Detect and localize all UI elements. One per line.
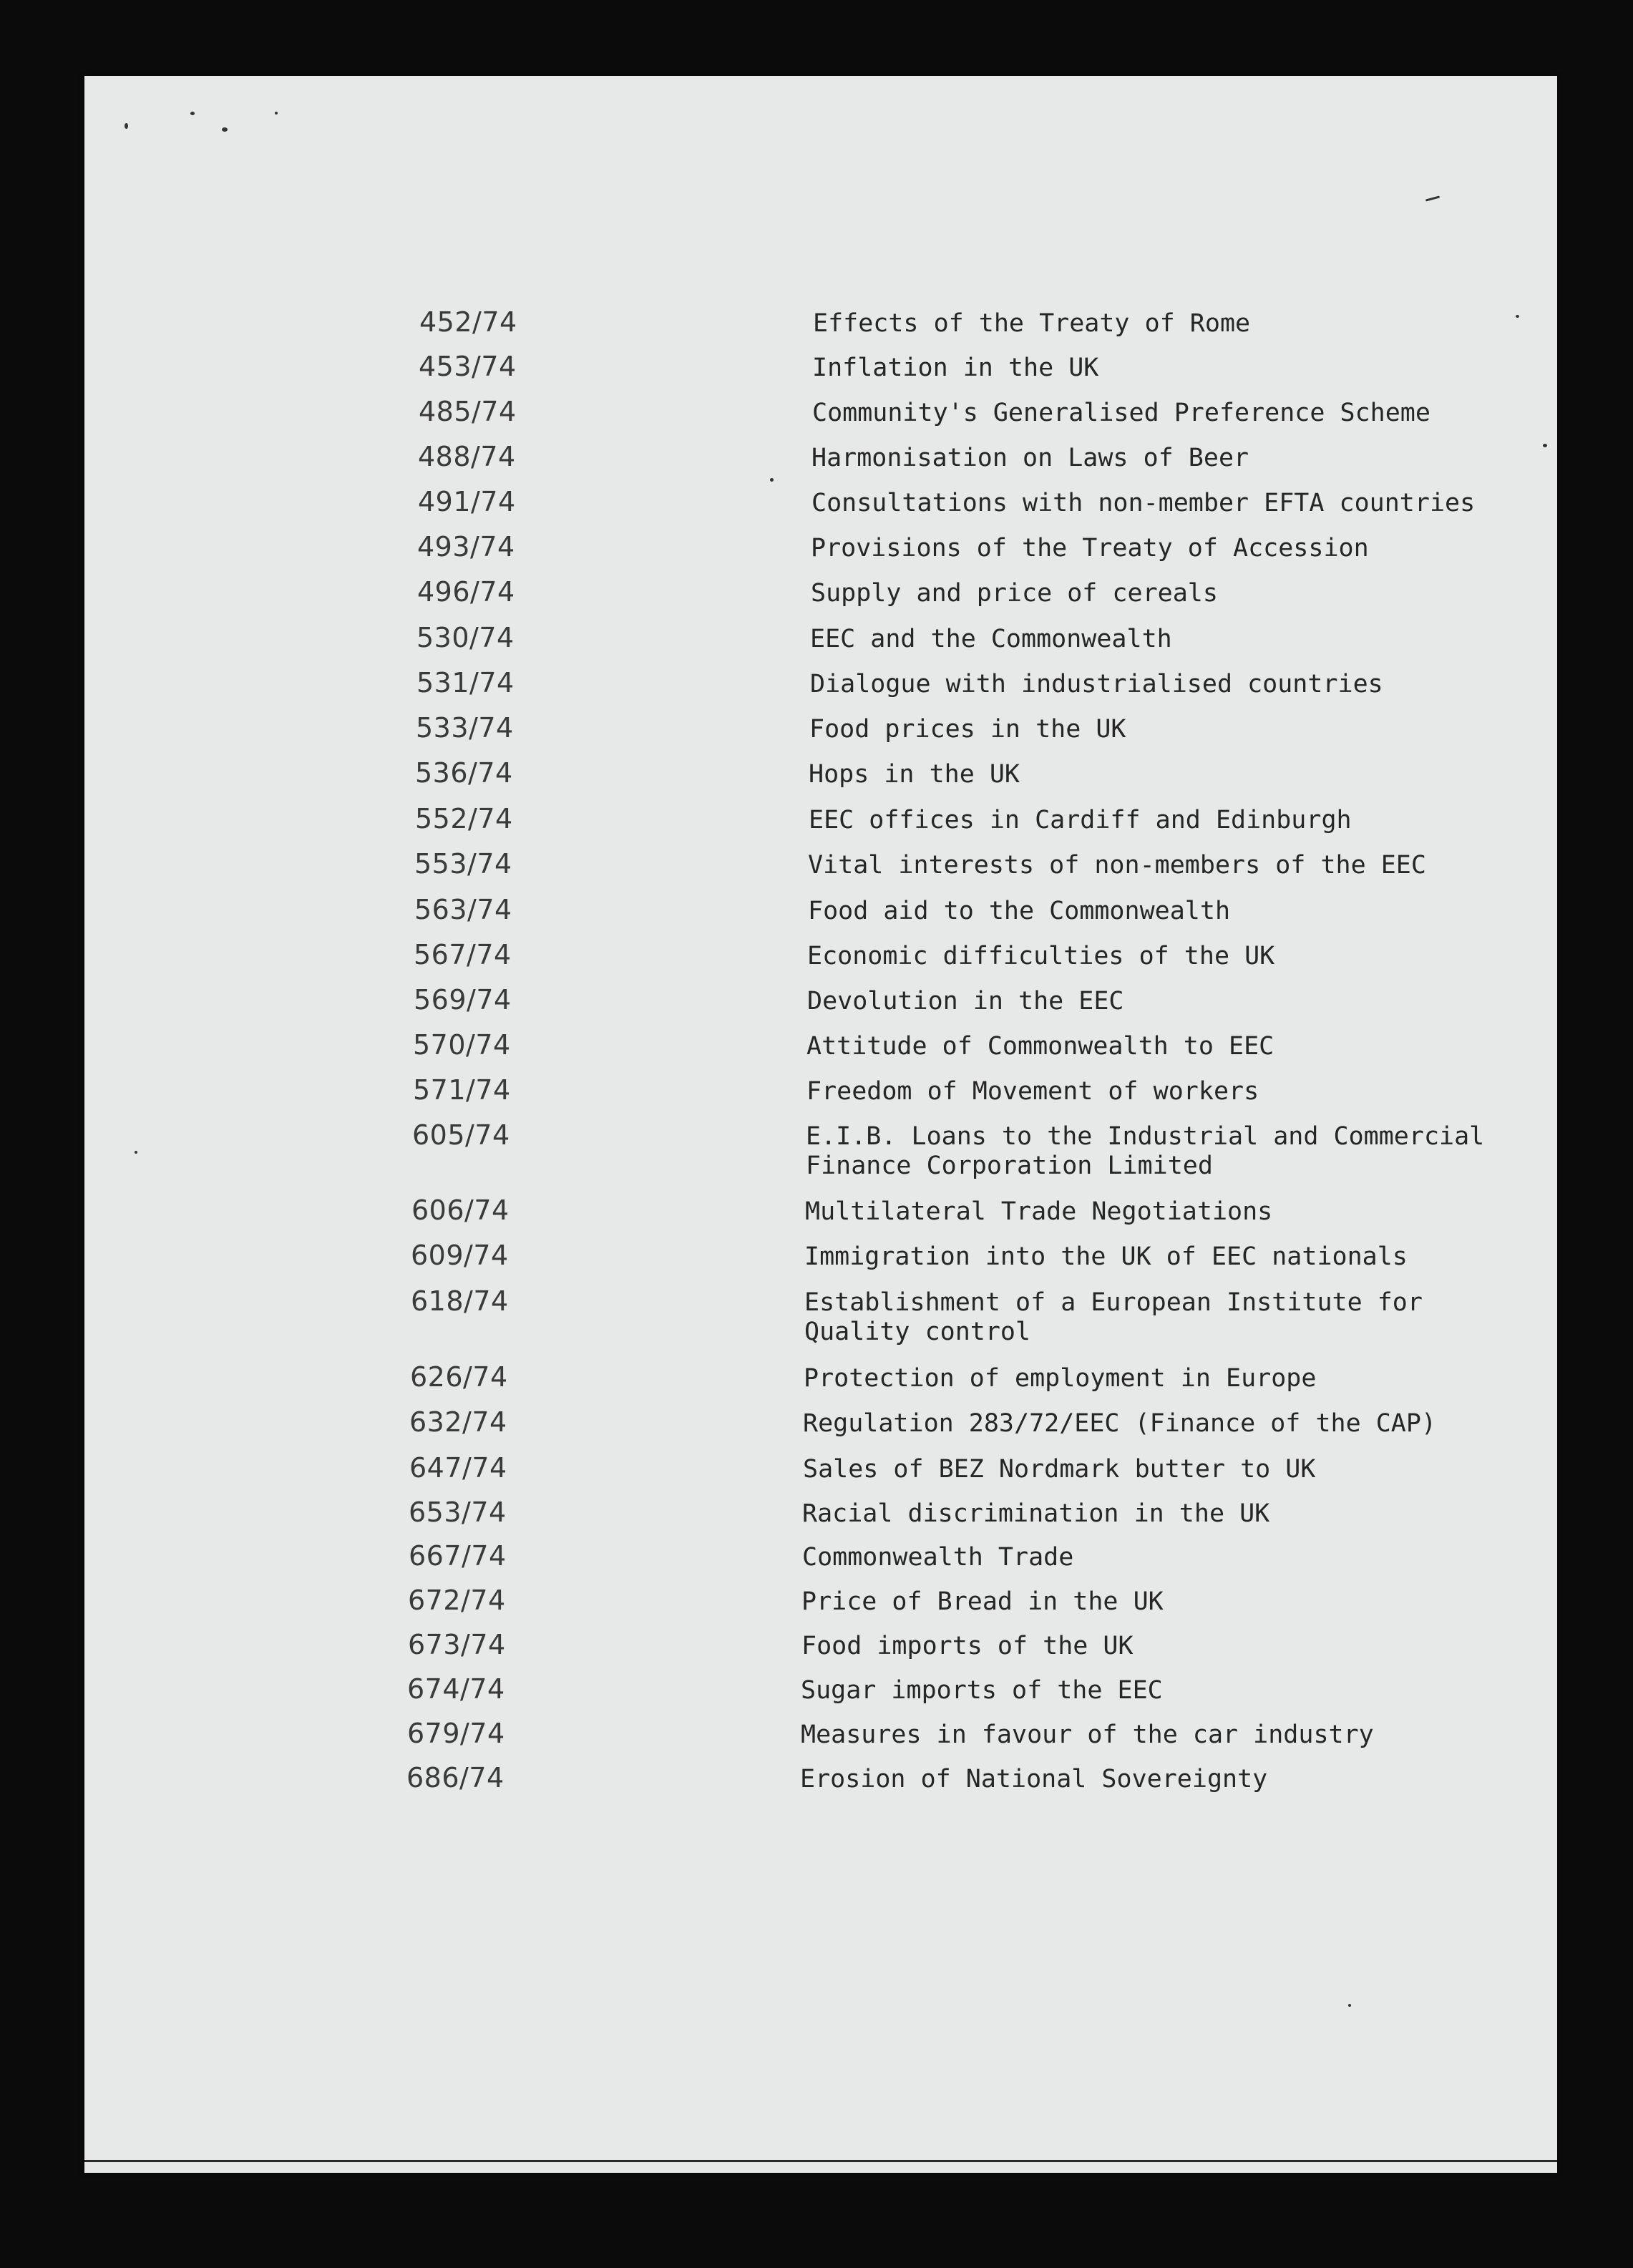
- entry-title: Hops in the UK: [809, 760, 1020, 789]
- bottom-edge-rule: [84, 2160, 1557, 2162]
- reference-number: 667/74: [409, 1540, 507, 1572]
- entry-title: Food imports of the UK: [801, 1632, 1134, 1660]
- paper-speck: [222, 127, 228, 132]
- reference-number: 673/74: [408, 1629, 506, 1660]
- reference-number: 485/74: [419, 396, 517, 427]
- entry-title: Price of Bread in the UK: [801, 1587, 1164, 1616]
- reference-number: 672/74: [408, 1585, 506, 1616]
- reference-number: 679/74: [407, 1718, 505, 1749]
- entry-title: Commonwealth Trade: [802, 1543, 1074, 1572]
- reference-number: 452/74: [419, 306, 517, 338]
- paper-speck: [190, 112, 195, 115]
- reference-number: 618/74: [411, 1285, 509, 1317]
- reference-number: 488/74: [418, 441, 516, 472]
- entry-title: Community's Generalised Preference Scheme: [812, 399, 1430, 427]
- entry-title: Food prices in the UK: [809, 715, 1126, 744]
- reference-number: 530/74: [416, 622, 515, 653]
- entry-title: Regulation 283/72/EEC (Finance of the CAP): [803, 1409, 1437, 1438]
- paper-speck: [770, 478, 774, 482]
- paper-speck: [1543, 444, 1547, 447]
- paper-speck: [1348, 2004, 1351, 2007]
- entry-title: Erosion of National Sovereignty: [800, 1765, 1268, 1794]
- reference-number: 569/74: [414, 984, 512, 1016]
- entry-title: Effects of the Treaty of Rome: [813, 309, 1251, 338]
- reference-number: 606/74: [411, 1194, 510, 1226]
- entry-title: Dialogue with industrialised countries: [810, 670, 1383, 699]
- paper-speck: [275, 112, 278, 115]
- entry-title: Immigration into the UK of EEC nationals: [804, 1242, 1408, 1271]
- entry-title: Harmonisation on Laws of Beer: [811, 444, 1249, 472]
- paper-speck: [135, 1151, 137, 1154]
- entry-title: EEC offices in Cardiff and Edinburgh: [809, 806, 1352, 834]
- reference-number: 567/74: [414, 939, 512, 970]
- reference-number: 605/74: [412, 1119, 510, 1151]
- entry-title: Protection of employment in Europe: [804, 1364, 1317, 1393]
- paper-speck: [125, 123, 128, 129]
- entry-title: E.I.B. Loans to the Industrial and Commercial Finance Corporation Limited: [806, 1122, 1485, 1180]
- reference-number: 491/74: [418, 486, 516, 517]
- entry-title: Provisions of the Treaty of Accession: [811, 534, 1369, 563]
- entry-title: Economic difficulties of the UK: [807, 942, 1275, 970]
- entry-title: Attitude of Commonwealth to EEC: [806, 1032, 1274, 1061]
- reference-number: 626/74: [410, 1361, 508, 1393]
- entry-title: Establishment of a European Institute for Quality control: [804, 1288, 1423, 1346]
- reference-number: 686/74: [406, 1762, 504, 1794]
- entry-title: Inflation in the UK: [812, 354, 1099, 382]
- entry-title: Multilateral Trade Negotiations: [805, 1197, 1273, 1226]
- entry-title: Food aid to the Commonwealth: [808, 897, 1231, 925]
- reference-number: 570/74: [413, 1029, 511, 1061]
- reference-number: 653/74: [409, 1496, 507, 1528]
- entry-title: Vital interests of non-members of the EEC: [808, 851, 1426, 880]
- reference-number: 496/74: [417, 576, 515, 608]
- entry-title: Racial discrimination in the UK: [802, 1499, 1270, 1528]
- reference-number: 632/74: [409, 1406, 507, 1438]
- reference-number: 571/74: [413, 1074, 511, 1106]
- entry-title: Consultations with non-member EFTA countries: [811, 489, 1476, 517]
- reference-number: 553/74: [414, 848, 512, 880]
- entry-title: Supply and price of cereals: [811, 579, 1218, 608]
- reference-number: 552/74: [415, 803, 513, 834]
- reference-number: 493/74: [417, 531, 515, 563]
- entry-title: Freedom of Movement of workers: [806, 1077, 1259, 1106]
- entry-title: Devolution in the EEC: [807, 987, 1124, 1016]
- reference-number: 647/74: [409, 1452, 507, 1484]
- reference-number: 563/74: [414, 894, 512, 925]
- reference-number: 536/74: [415, 757, 513, 789]
- entry-title: Sugar imports of the EEC: [801, 1676, 1163, 1705]
- reference-number: 453/74: [419, 351, 517, 382]
- entry-title: EEC and the Commonwealth: [810, 625, 1172, 653]
- reference-number: 609/74: [411, 1240, 509, 1271]
- reference-number: 531/74: [416, 667, 515, 699]
- paper-speck: [1516, 315, 1519, 318]
- reference-number: 533/74: [416, 712, 514, 744]
- entry-title: Measures in favour of the car industry: [801, 1721, 1374, 1749]
- entry-title: Sales of BEZ Nordmark butter to UK: [803, 1455, 1316, 1484]
- reference-number: 674/74: [407, 1673, 505, 1705]
